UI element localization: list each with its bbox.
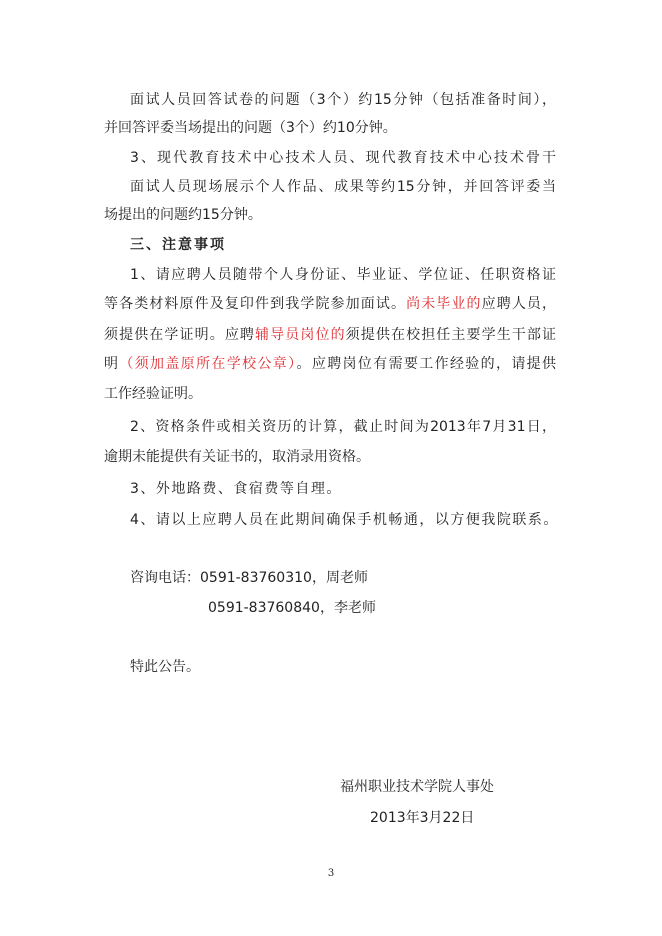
page-number: 3 <box>327 868 335 879</box>
paragraph-line <box>104 294 556 314</box>
paragraph-line: 1、请应聘人员随带个人身份证、毕业证、学位证、任职资格证 <box>130 267 556 283</box>
highlight-text: 辅导员岗位的 <box>255 327 346 343</box>
paragraph-line: 2、资格条件或相关资历的计算，截止时间为2013年7月31日， <box>130 419 556 435</box>
signature-org: 福州职业技术学院人事处 <box>340 779 494 795</box>
highlight-text: （须加盖原所在学校公章） <box>119 356 297 372</box>
highlight-text: 尚未毕业的 <box>406 296 482 312</box>
paragraph-line: 逾期未能提供有关证书的，取消录用资格。 <box>104 449 370 465</box>
paragraph-line: 面试人员现场展示个人作品、成果等约15分钟，并回答评委当 <box>130 179 556 195</box>
paragraph-line: 面试人员回答试卷的问题（3个）约15分钟（包括准备时间）， <box>130 92 556 108</box>
paragraph-line <box>104 325 556 345</box>
text: 应聘人员， <box>481 296 557 312</box>
contact-phone-2: 0591-83760840，李老师 <box>208 600 376 616</box>
paragraph-line: 并回答评委当场提出的问题（3个）约10分钟。 <box>104 120 397 136</box>
paragraph-line: 场提出的问题约15分钟。 <box>104 207 262 223</box>
paragraph-line: 4、请以上应聘人员在此期间确保手机畅通，以方便我院联系。 <box>130 512 559 528</box>
section-heading: 三、注意事项 <box>130 237 226 253</box>
contact-phone-1: 咨询电话：0591-83760310，周老师 <box>130 570 368 586</box>
text: 等各类材料原件及复印件到我学院参加面试。 <box>104 296 407 312</box>
text: 明 <box>104 356 120 372</box>
text: 须提供在校担任主要学生干部证 <box>345 327 557 343</box>
paragraph-line: 工作经验证明。 <box>104 386 202 402</box>
closing-text: 特此公告。 <box>130 659 200 675</box>
text: 须提供在学证明。应聘 <box>104 327 256 343</box>
paragraph-line: 3、外地路费、食宿费等自理。 <box>130 481 342 497</box>
text: 。应聘岗位有需要工作经验的，请提供 <box>296 356 557 372</box>
paragraph-line <box>104 354 556 374</box>
signature-date: 2013年3月22日 <box>370 810 475 826</box>
paragraph-line: 3、现代教育技术中心技术人员、现代教育技术中心技术骨干 <box>130 150 556 166</box>
